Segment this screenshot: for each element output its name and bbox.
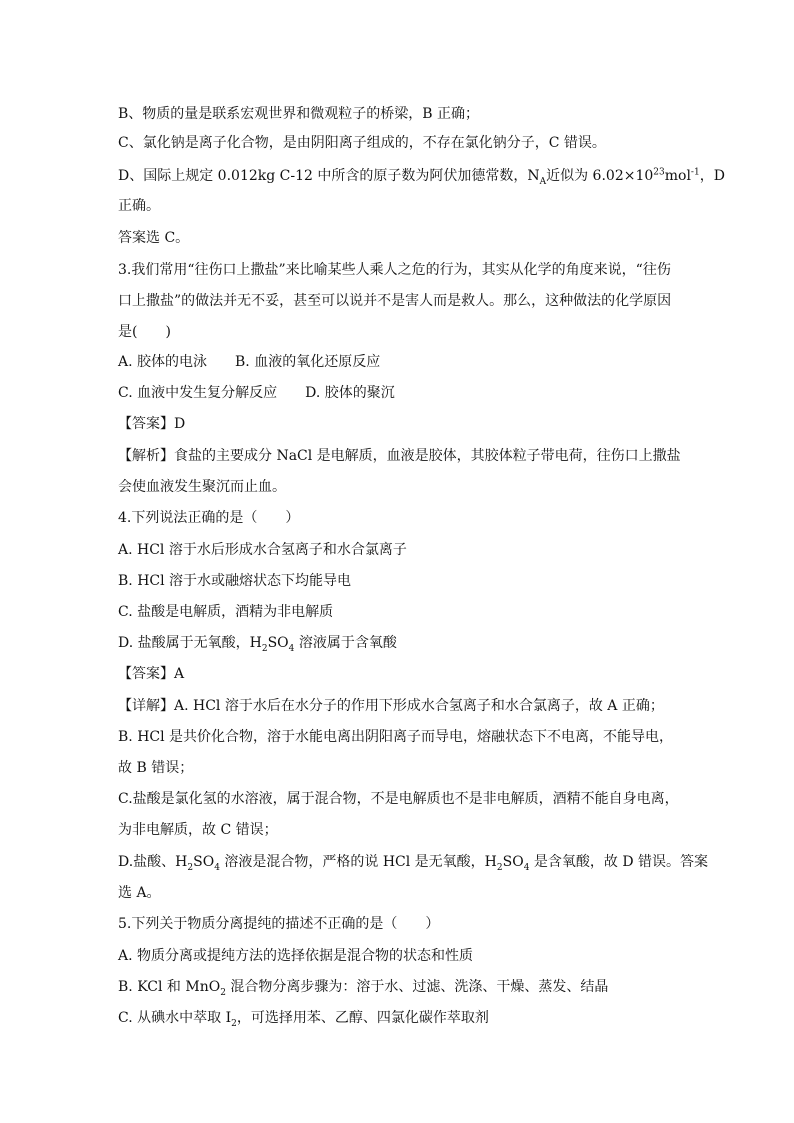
question-4-option-d: D. 盐酸属于无氧酸，$H_2SO_4$ 溶液属于含氧酸: [118, 635, 397, 654]
question-3-analysis-1: 【解析】食盐的主要成分 NaCl 是电解质，血液是胶体，其胶体粒子带电荷，往伤口上撒盐: [118, 448, 681, 464]
question-5-option-b: B. KCl 和 MnO$_2$ 混合物分离步骤为：溶于水、过滤、洗涤、干燥、蒸发、结晶: [118, 979, 609, 998]
question-3-options-cd: [118, 383, 395, 403]
question-4-option-b: B. HCl 溶于水或融熔状态下均能导电: [118, 573, 352, 589]
question-5-option-c: C. 从碘水中萃取 $I_2$，可选择用苯、乙醇、四氯化碳作萃取剂: [118, 1010, 489, 1029]
question-3-line-2: 口上撒盐”的做法并无不妥，甚至可以说并不是害人而是救人。那么，这种做法的化学原因: [118, 293, 672, 309]
text-line-correct: 正确。: [118, 198, 160, 214]
text-line-answer-c: 答案选 C。: [118, 230, 190, 246]
option-c: C. 血液中发生复分解反应: [118, 385, 278, 401]
question-3-options-ab: [118, 352, 380, 372]
question-3-line-1: 3.我们常用“往伤口上撒盐”来比喻某些人乘人之危的行为，其实从化学的角度来说，“往伤: [118, 262, 671, 278]
text-line-c-wrong: C、氯化钠是离子化合物，是由阴阳离子组成的，不存在氯化钠分子，C 错误。: [118, 135, 606, 151]
question-5-stem: 5.下列关于物质分离提纯的描述不正确的是（ ）: [118, 916, 440, 932]
question-4-option-c: C. 盐酸是电解质，酒精为非电解质: [118, 604, 334, 620]
question-4-detail-6: D.盐酸、$H_2SO_4$ 溶液是混合物，严格的说 HCl 是无氧酸，$H_2SO_4$ 是含氧酸，故 D 错误。答案: [118, 854, 709, 873]
question-4-detail-4: C.盐酸是氯化氢的水溶液，属于混合物，不是电解质也不是非电解质，酒精不能自身电离，: [118, 791, 679, 807]
option-d: D. 胶体的聚沉: [305, 385, 395, 401]
question-4-option-a: A. HCl 溶于水后形成水合氢离子和水合氯离子: [118, 542, 407, 558]
question-4-stem: 4.下列说法正确的是（ ）: [118, 510, 300, 526]
option-b: B. 血液的氧化还原反应: [235, 354, 381, 370]
question-3-answer: 【答案】D: [118, 416, 186, 432]
option-a: A. 胶体的电泳: [118, 354, 208, 370]
question-4-detail-7: 选 A。: [118, 885, 161, 901]
question-4-answer: 【答案】A: [118, 666, 185, 682]
question-4-detail-1: 【详解】A. HCl 溶于水后在水分子的作用下形成水合氢离子和水合氯离子，故 A 正确；: [118, 698, 664, 714]
question-4-detail-3: 故 B 错误；: [118, 760, 194, 776]
question-5-option-a: A. 物质分离或提纯方法的选择依据是混合物的状态和性质: [118, 948, 474, 964]
text-line-d-avogadro: D、国际上规定 0.012kg C-12 中所含的原子数为阿伏加德常数，$N_A$近似为 $6.02\times 10^{23}mol^{-1}$，D: [118, 167, 725, 187]
question-4-detail-2: B. HCl 是共价化合物，溶于水能电离出阴阳离子而导电，熔融状态下不电离，不能导电，: [118, 729, 674, 745]
question-3-line-3: 是( ): [118, 324, 171, 340]
question-3-analysis-2: 会使血液发生聚沉而止血。: [118, 479, 286, 495]
question-4-detail-5: 为非电解质，故 C 错误；: [118, 822, 278, 838]
text-line-b-correct: B、物质的量是联系宏观世界和微观粒子的桥梁，B 正确；: [118, 106, 480, 122]
